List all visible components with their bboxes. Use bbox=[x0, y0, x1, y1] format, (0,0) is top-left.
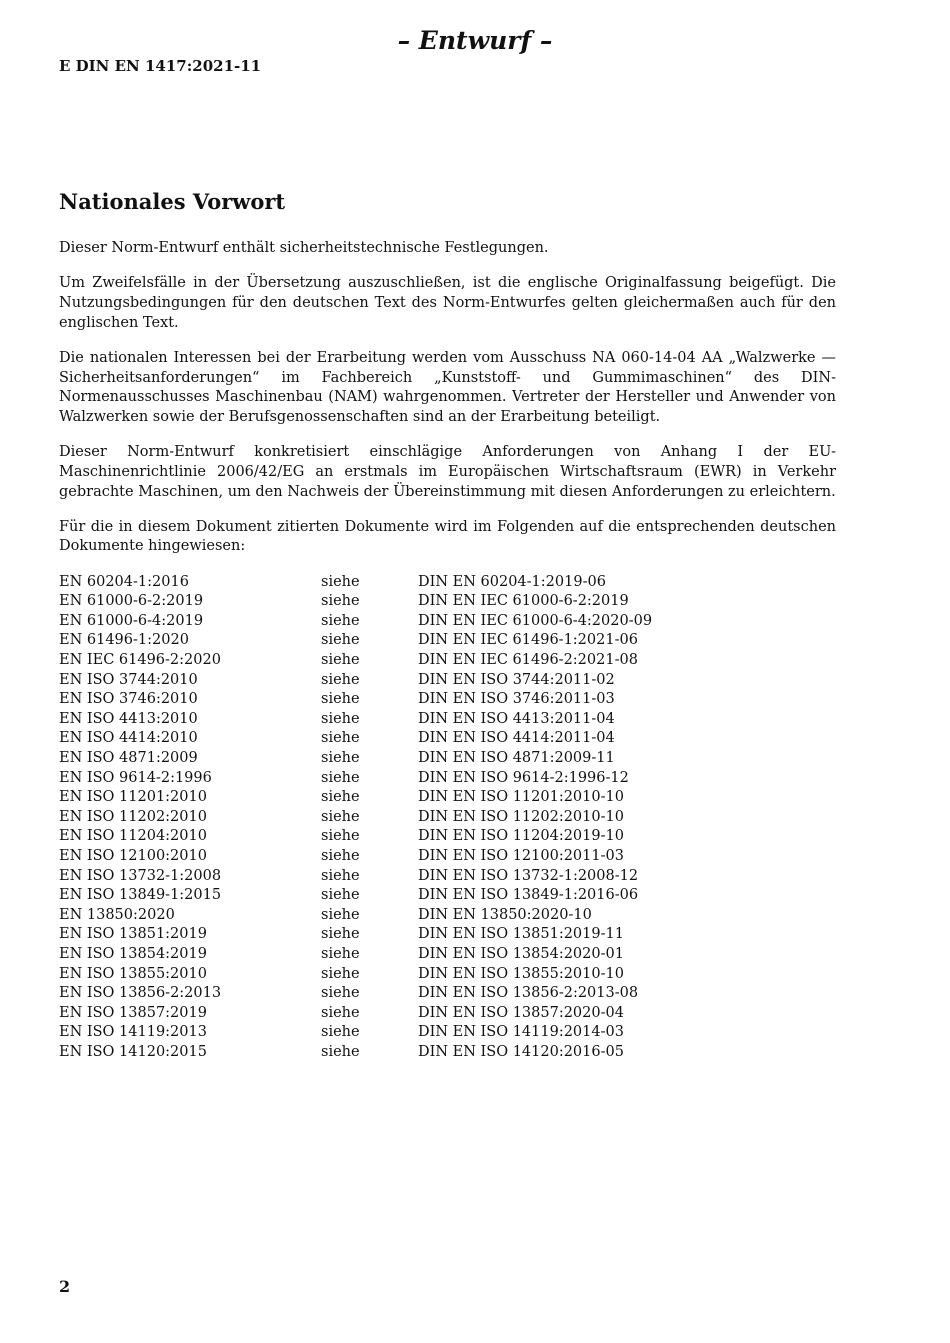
reference-siehe: siehe bbox=[321, 926, 360, 943]
reference-row bbox=[59, 592, 652, 612]
reference-siehe: siehe bbox=[321, 887, 360, 904]
reference-din-standard: DIN EN ISO 11202:2010-10 bbox=[418, 808, 624, 825]
reference-en-standard: EN ISO 13856-2:2013 bbox=[59, 985, 222, 1002]
reference-en-standard: EN ISO 4413:2010 bbox=[59, 710, 198, 727]
reference-en-standard: EN ISO 13732-1:2008 bbox=[59, 867, 222, 884]
reference-en-standard: EN 61000-6-2:2019 bbox=[59, 593, 204, 610]
reference-siehe: siehe bbox=[321, 906, 360, 923]
document-id: E DIN EN 1417:2021-11 bbox=[59, 57, 262, 75]
reference-table bbox=[59, 573, 652, 1063]
reference-row bbox=[59, 886, 652, 906]
reference-siehe: siehe bbox=[321, 985, 360, 1002]
reference-din-standard: DIN EN ISO 14119:2014-03 bbox=[418, 1024, 624, 1041]
reference-siehe: siehe bbox=[321, 828, 360, 845]
reference-row bbox=[59, 847, 652, 867]
reference-en-standard: EN ISO 3744:2010 bbox=[59, 671, 198, 688]
reference-table-body bbox=[59, 573, 652, 1063]
reference-siehe: siehe bbox=[321, 1004, 360, 1021]
reference-din-standard: DIN EN ISO 12100:2011-03 bbox=[418, 847, 624, 864]
reference-din-standard: DIN EN ISO 4413:2011-04 bbox=[418, 710, 615, 727]
reference-row bbox=[59, 690, 652, 710]
reference-siehe: siehe bbox=[321, 632, 360, 649]
reference-row bbox=[59, 965, 652, 985]
reference-siehe: siehe bbox=[321, 691, 360, 708]
reference-din-standard: DIN EN ISO 11204:2019-10 bbox=[418, 828, 624, 845]
reference-en-standard: EN ISO 3746:2010 bbox=[59, 691, 198, 708]
reference-din-standard: DIN EN ISO 4414:2011-04 bbox=[418, 730, 615, 747]
reference-din-standard: DIN EN ISO 13732-1:2008-12 bbox=[418, 867, 639, 884]
reference-en-standard: EN 61000-6-4:2019 bbox=[59, 612, 204, 629]
reference-din-standard: DIN EN ISO 13857:2020-04 bbox=[418, 1004, 624, 1021]
reference-en-standard: EN ISO 4414:2010 bbox=[59, 730, 198, 747]
reference-din-standard: DIN EN ISO 3746:2011-03 bbox=[418, 691, 615, 708]
reference-row bbox=[59, 788, 652, 808]
reference-siehe: siehe bbox=[321, 749, 360, 766]
reference-din-standard: DIN EN ISO 9614-2:1996-12 bbox=[418, 769, 629, 786]
reference-row bbox=[59, 671, 652, 691]
reference-row bbox=[59, 1023, 652, 1043]
reference-siehe: siehe bbox=[321, 671, 360, 688]
reference-en-standard: EN ISO 13854:2019 bbox=[59, 945, 207, 962]
reference-siehe: siehe bbox=[321, 808, 360, 825]
reference-row bbox=[59, 1004, 652, 1024]
reference-row bbox=[59, 1043, 652, 1063]
reference-en-standard: EN ISO 12100:2010 bbox=[59, 847, 207, 864]
reference-row bbox=[59, 573, 652, 593]
reference-row bbox=[59, 827, 652, 847]
paragraph-machinery-directive: Dieser Norm-Entwurf konkretisiert einschlägige Anforderungen von Anhang I der EU-Maschinenrichtlinie 2006/42/EG an erstmals im Europäischen Wirtschaftsraum (EWR) in Verkehr gebrachte Maschinen, um den Nachweis der Übereinstimmung mit diesen Anforderungen zu erleichtern. bbox=[59, 444, 836, 500]
paragraph-references-intro: Für die in diesem Dokument zitierten Dokumente wird im Folgenden auf die entsprechenden deutschen Dokumente hingewiesen: bbox=[59, 518, 836, 555]
reference-din-standard: DIN EN IEC 61496-1:2021-06 bbox=[418, 632, 638, 649]
reference-din-standard: DIN EN 13850:2020-10 bbox=[418, 906, 592, 923]
reference-row bbox=[59, 867, 652, 887]
reference-row bbox=[59, 945, 652, 965]
reference-siehe: siehe bbox=[321, 612, 360, 629]
reference-en-standard: EN ISO 14120:2015 bbox=[59, 1043, 207, 1060]
reference-din-standard: DIN EN IEC 61000-6-2:2019 bbox=[418, 593, 629, 610]
reference-din-standard: DIN EN IEC 61000-6-4:2020-09 bbox=[418, 612, 653, 629]
reference-din-standard: DIN EN ISO 13854:2020-01 bbox=[418, 945, 624, 962]
reference-siehe: siehe bbox=[321, 965, 360, 982]
reference-siehe: siehe bbox=[321, 593, 360, 610]
reference-siehe: siehe bbox=[321, 1024, 360, 1041]
reference-en-standard: EN ISO 11201:2010 bbox=[59, 789, 207, 806]
reference-siehe: siehe bbox=[321, 945, 360, 962]
reference-din-standard: DIN EN ISO 11201:2010-10 bbox=[418, 789, 624, 806]
reference-en-standard: EN ISO 14119:2013 bbox=[59, 1024, 207, 1041]
reference-row bbox=[59, 769, 652, 789]
reference-siehe: siehe bbox=[321, 847, 360, 864]
reference-row bbox=[59, 710, 652, 730]
reference-din-standard: DIN EN ISO 4871:2009-11 bbox=[418, 749, 615, 766]
reference-siehe: siehe bbox=[321, 867, 360, 884]
section-heading: Nationales Vorwort bbox=[59, 189, 286, 214]
reference-en-standard: EN ISO 11204:2010 bbox=[59, 828, 207, 845]
paragraph-translation-note: Um Zweifelsfälle in der Übersetzung auszuschließen, ist die englische Originalfassung beigefügt. Die Nutzungsbedingungen für den deutschen Text des Norm-Entwurfes gelten gleichermaßen auch für den englischen Text. bbox=[59, 275, 836, 331]
reference-en-standard: EN 61496-1:2020 bbox=[59, 632, 189, 649]
reference-row bbox=[59, 631, 652, 651]
reference-row bbox=[59, 984, 652, 1004]
reference-row bbox=[59, 906, 652, 926]
reference-en-standard: EN 60204-1:2016 bbox=[59, 573, 189, 590]
reference-en-standard: EN ISO 9614-2:1996 bbox=[59, 769, 212, 786]
reference-din-standard: DIN EN ISO 13855:2010-10 bbox=[418, 965, 624, 982]
reference-row bbox=[59, 808, 652, 828]
reference-siehe: siehe bbox=[321, 573, 360, 590]
reference-siehe: siehe bbox=[321, 789, 360, 806]
reference-row bbox=[59, 651, 652, 671]
reference-row bbox=[59, 925, 652, 945]
paragraph-intro: Dieser Norm-Entwurf enthält sicherheitstechnische Festlegungen. bbox=[59, 240, 549, 256]
reference-siehe: siehe bbox=[321, 730, 360, 747]
draft-label: – Entwurf – bbox=[397, 26, 553, 55]
reference-row bbox=[59, 612, 652, 632]
main-content bbox=[59, 188, 836, 1062]
reference-en-standard: EN IEC 61496-2:2020 bbox=[59, 652, 221, 669]
reference-siehe: siehe bbox=[321, 769, 360, 786]
reference-row bbox=[59, 729, 652, 749]
reference-siehe: siehe bbox=[321, 710, 360, 727]
reference-en-standard: EN ISO 13851:2019 bbox=[59, 926, 207, 943]
paragraph-committee: Die nationalen Interessen bei der Erarbeitung werden vom Ausschuss NA 060-14-04 AA „Walzwerke — Sicherheitsanforderungen“ im Fachbereich „Kunststoff- und Gummimaschinen“ des DIN-Normenausschusses Maschinenbau (NAM) wahrgenommen. Vertreter der Hersteller und Anwender von Walzwerken sowie der Berufsgenossenschaften sind an der Erarbeitung beteiligt. bbox=[59, 349, 836, 425]
reference-row bbox=[59, 749, 652, 769]
reference-din-standard: DIN EN ISO 14120:2016-05 bbox=[418, 1043, 624, 1060]
reference-din-standard: DIN EN ISO 13851:2019-11 bbox=[418, 926, 624, 943]
reference-din-standard: DIN EN IEC 61496-2:2021-08 bbox=[418, 652, 638, 669]
reference-en-standard: EN 13850:2020 bbox=[59, 906, 175, 923]
reference-en-standard: EN ISO 13849-1:2015 bbox=[59, 887, 222, 904]
reference-din-standard: DIN EN ISO 13849-1:2016-06 bbox=[418, 887, 639, 904]
reference-din-standard: DIN EN ISO 13856-2:2013-08 bbox=[418, 985, 639, 1002]
reference-en-standard: EN ISO 13857:2019 bbox=[59, 1004, 207, 1021]
reference-en-standard: EN ISO 4871:2009 bbox=[59, 749, 198, 766]
reference-en-standard: EN ISO 13855:2010 bbox=[59, 965, 207, 982]
reference-din-standard: DIN EN ISO 3744:2011-02 bbox=[418, 671, 615, 688]
reference-siehe: siehe bbox=[321, 652, 360, 669]
page-number: 2 bbox=[59, 1277, 71, 1296]
reference-siehe: siehe bbox=[321, 1043, 360, 1060]
reference-din-standard: DIN EN 60204-1:2019-06 bbox=[418, 573, 606, 590]
reference-en-standard: EN ISO 11202:2010 bbox=[59, 808, 207, 825]
